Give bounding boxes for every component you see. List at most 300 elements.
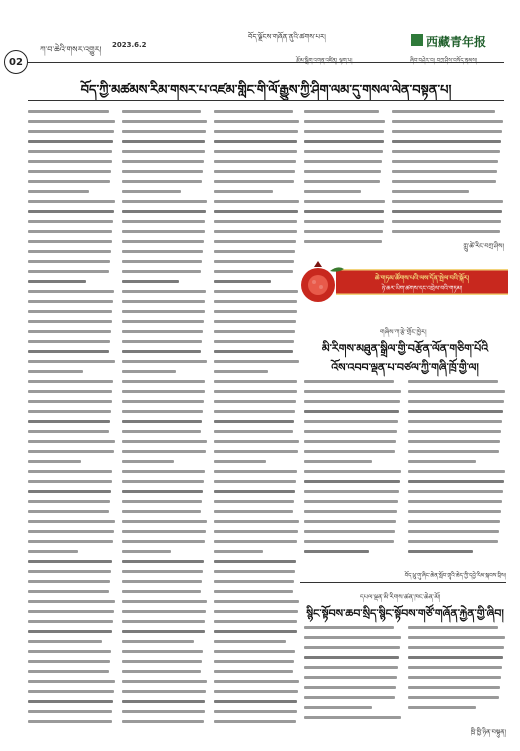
text-line <box>122 480 204 483</box>
article2-kicker: གཞིས་ཀ་རྩེ་གྲོང་ཁྱེར། <box>380 328 427 336</box>
text-line <box>28 260 110 263</box>
text-line <box>28 550 78 553</box>
text-line <box>122 410 203 413</box>
text-line <box>122 240 204 243</box>
text-line <box>214 640 286 643</box>
text-line <box>214 680 299 683</box>
text-line <box>408 626 498 629</box>
text-line <box>28 510 109 513</box>
article3-byline: ཁྲི་ཁྱི་ཉིན་བསྟུན། <box>470 728 506 736</box>
article1-byline: ཀླུ་ཚེ་རིང་བཀྲ་ཤིས། <box>463 242 504 250</box>
text-line <box>214 670 293 673</box>
text-line <box>408 430 501 433</box>
text-line <box>304 530 395 533</box>
text-line <box>304 220 384 223</box>
text-line <box>28 460 81 463</box>
text-line <box>214 540 297 543</box>
text-line <box>214 340 294 343</box>
text-line <box>122 320 204 323</box>
text-line <box>304 170 381 173</box>
text-line <box>214 470 297 473</box>
text-line <box>122 220 205 223</box>
text-line <box>392 110 495 113</box>
text-line <box>304 480 400 483</box>
text-line <box>28 500 110 503</box>
text-line <box>214 220 297 223</box>
text-line <box>122 440 207 443</box>
text-line <box>408 480 504 483</box>
text-line <box>304 130 384 133</box>
text-line <box>214 170 295 173</box>
text-line <box>122 230 205 233</box>
text-line <box>214 350 293 353</box>
text-line <box>214 160 296 163</box>
text-line <box>408 410 503 413</box>
text-line <box>304 430 397 433</box>
text-line <box>122 500 202 503</box>
text-line <box>214 110 293 113</box>
text-line <box>214 260 294 263</box>
text-line <box>28 680 115 683</box>
text-line <box>392 180 496 183</box>
text-line <box>214 690 298 693</box>
text-line <box>122 650 203 653</box>
text-line <box>28 340 110 343</box>
text-line <box>122 280 179 283</box>
text-line <box>122 590 201 593</box>
text-line <box>214 530 298 533</box>
text-line <box>214 280 271 283</box>
text-line <box>214 450 298 453</box>
text-line <box>28 480 112 483</box>
text-line <box>28 600 115 603</box>
text-line <box>122 710 205 713</box>
text-line <box>304 230 383 233</box>
text-line <box>122 510 201 513</box>
text-line <box>214 480 296 483</box>
text-line <box>214 620 297 623</box>
text-line <box>304 686 396 689</box>
text-line <box>304 420 398 423</box>
text-line <box>122 250 203 253</box>
text-line <box>408 520 500 523</box>
text-line <box>122 310 205 313</box>
text-line <box>122 290 206 293</box>
text-line <box>304 180 380 183</box>
text-line <box>122 540 205 543</box>
text-line <box>304 160 382 163</box>
text-line <box>304 190 361 193</box>
article1-rule <box>28 100 504 101</box>
text-line <box>408 440 500 443</box>
text-line <box>408 380 498 383</box>
text-line <box>214 400 296 403</box>
text-line <box>28 410 111 413</box>
text-line <box>28 210 114 213</box>
page-number: 02 <box>4 50 28 74</box>
text-line <box>122 160 204 163</box>
text-line <box>214 300 297 303</box>
article2-column-2 <box>408 380 506 562</box>
text-line <box>122 330 203 333</box>
text-line <box>214 290 298 293</box>
text-line <box>122 200 207 203</box>
text-line <box>122 450 206 453</box>
text-line <box>304 460 372 463</box>
text-line <box>28 690 114 693</box>
text-line <box>408 450 499 453</box>
text-line <box>214 270 293 273</box>
text-line <box>28 430 109 433</box>
article2-headline-line1: མི་རིགས་མཐུན་སྒྲིལ་གྱི་བརྩོན་ལོན་གཅིག་པོའི <box>321 342 489 355</box>
text-line <box>122 570 203 573</box>
text-line <box>122 190 181 193</box>
text-line <box>122 630 205 633</box>
text-line <box>408 646 504 649</box>
text-line <box>304 696 395 699</box>
text-line <box>28 270 109 273</box>
text-line <box>214 460 266 463</box>
text-line <box>28 570 111 573</box>
text-line <box>28 400 112 403</box>
text-line <box>408 460 476 463</box>
text-line <box>214 150 297 153</box>
text-line <box>122 130 206 133</box>
text-line <box>122 400 204 403</box>
text-line <box>214 700 297 703</box>
text-line <box>304 636 401 639</box>
text-line <box>28 300 113 303</box>
editor-info: རྩོམ་སྒྲིག་འགན་འཛིན། ལྷག་པ། <box>296 58 353 64</box>
article2-byline: བོད་ཕྲུ་གུ་ཞིང་ཆེན་སློབ་གྲྭའི་ཆེད་ཀྱི་དབྱེ་རིམ་སྐབས་བྲིས། <box>404 573 506 579</box>
text-line <box>28 140 113 143</box>
text-line <box>304 380 394 383</box>
text-line <box>28 320 112 323</box>
text-line <box>214 130 298 133</box>
text-line <box>408 390 505 393</box>
text-line <box>28 640 102 643</box>
text-line <box>122 600 207 603</box>
text-line <box>304 666 398 669</box>
text-line <box>214 560 296 563</box>
text-line <box>214 120 299 123</box>
text-line <box>392 200 503 203</box>
article2-headline-line2: འོས་འབབ་ལྡན་པ་བཙལ་ཀྱི་གཞི་ཁྲོ་གྱི་ལ། <box>331 361 479 374</box>
text-line <box>408 696 499 699</box>
text-line <box>214 320 296 323</box>
text-line <box>304 490 399 493</box>
text-line <box>214 510 293 513</box>
text-line <box>214 570 295 573</box>
text-line <box>28 290 114 293</box>
text-line <box>28 450 114 453</box>
text-line <box>214 500 294 503</box>
text-line <box>408 686 500 689</box>
text-line <box>28 580 110 583</box>
text-line <box>28 700 113 703</box>
article1-column-4a <box>304 110 386 250</box>
text-line <box>122 390 205 393</box>
text-line <box>122 150 205 153</box>
text-line <box>28 420 110 423</box>
text-line <box>122 550 171 553</box>
text-line <box>214 240 296 243</box>
text-line <box>408 490 503 493</box>
text-line <box>122 680 207 683</box>
banner-line-1: ཆེ་གཏམ་ཚོགས་པའི་ལས་དོན་སྤེལ་བའི་སྐོར། <box>374 274 470 282</box>
text-line <box>214 490 295 493</box>
text-line <box>304 540 394 543</box>
text-line <box>304 390 401 393</box>
text-line <box>28 220 113 223</box>
text-line <box>408 420 502 423</box>
text-line <box>214 180 294 183</box>
text-line <box>28 250 111 253</box>
text-line <box>122 580 202 583</box>
text-line <box>28 560 112 563</box>
text-line <box>304 450 395 453</box>
text-line <box>392 170 497 173</box>
text-line <box>28 620 113 623</box>
text-line <box>214 310 297 313</box>
text-line <box>304 676 397 679</box>
text-line <box>122 520 207 523</box>
article3-headline: སྙིང་སྟོབས་ཆབ་སྲིད་སྙིང་སྟོབས་གཙོ་གཞོན་རྐྱེན་གྱི་ཞིབ། <box>306 607 504 620</box>
text-line <box>122 420 202 423</box>
text-line <box>304 240 382 243</box>
article1-column-3 <box>214 110 300 730</box>
text-line <box>214 590 293 593</box>
text-line <box>304 210 384 213</box>
article2-rule <box>300 582 506 583</box>
text-line <box>214 420 294 423</box>
text-line <box>304 646 400 649</box>
text-line <box>408 656 503 659</box>
text-line <box>28 610 114 613</box>
text-line <box>392 130 502 133</box>
text-line <box>304 400 400 403</box>
text-line <box>122 560 204 563</box>
text-line <box>28 470 112 473</box>
text-line <box>408 676 501 679</box>
article3-kicker: དཔལ་ལྡན་མི་རིགས་ཚན་ཁང་ཆེན་མོ། <box>360 593 441 601</box>
text-line <box>28 370 83 373</box>
banner-graphic <box>296 255 510 315</box>
text-line <box>214 390 297 393</box>
text-line <box>28 130 114 133</box>
text-line <box>408 636 505 639</box>
text-line <box>28 330 111 333</box>
text-line <box>304 110 379 113</box>
text-line <box>122 720 204 723</box>
text-line <box>214 580 294 583</box>
text-line <box>392 230 500 233</box>
text-line <box>122 530 206 533</box>
text-line <box>28 660 110 663</box>
text-line <box>304 550 369 553</box>
text-line <box>304 140 384 143</box>
text-line <box>28 170 111 173</box>
text-line <box>214 430 293 433</box>
text-line <box>28 280 86 283</box>
text-line <box>122 380 205 383</box>
text-line <box>28 310 112 313</box>
section-label: ཀ་བ་ཆེའི་གསར་འགྱུར། <box>40 45 102 54</box>
text-line <box>122 350 201 353</box>
text-line <box>392 160 498 163</box>
article1-column-2 <box>122 110 208 730</box>
text-line <box>304 520 396 523</box>
text-line <box>28 530 114 533</box>
text-line <box>122 430 201 433</box>
text-line <box>122 610 206 613</box>
text-line <box>28 190 89 193</box>
text-line <box>214 200 299 203</box>
text-line <box>408 666 502 669</box>
text-line <box>392 140 501 143</box>
text-line <box>214 440 299 443</box>
text-line <box>304 410 399 413</box>
text-line <box>28 240 112 243</box>
text-line <box>122 210 206 213</box>
text-line <box>28 110 109 113</box>
text-line <box>122 270 201 273</box>
reviewer-info: ཞིབ་བཤེར་བ། བཀྲ་ཤིས་བསོད་ནམས། <box>410 58 478 64</box>
text-line <box>28 720 112 723</box>
banner-line-2: ཉེ་ཆར་ཡིག་ཚགས་དང་འབྲེལ་བའི་གཏམ། <box>381 285 463 292</box>
text-line <box>122 690 206 693</box>
text-line <box>214 250 295 253</box>
text-line <box>122 110 201 113</box>
text-line <box>122 620 205 623</box>
text-line <box>28 440 115 443</box>
text-line <box>122 470 205 473</box>
text-line <box>122 180 202 183</box>
article2-column-1 <box>304 380 402 562</box>
text-line <box>392 120 503 123</box>
text-line <box>122 460 174 463</box>
text-line <box>392 150 500 153</box>
text-line <box>408 706 476 709</box>
text-line <box>122 300 205 303</box>
text-line <box>214 550 263 553</box>
text-line <box>122 670 201 673</box>
article3-column-2 <box>408 626 506 716</box>
text-line <box>304 706 372 709</box>
text-line <box>408 540 498 543</box>
text-line <box>214 600 299 603</box>
text-line <box>304 626 394 629</box>
text-line <box>304 120 385 123</box>
brand-name: 西藏青年报 <box>426 35 487 49</box>
text-line <box>214 630 297 633</box>
text-line <box>122 360 207 363</box>
text-line <box>122 640 194 643</box>
text-line <box>122 260 202 263</box>
text-line <box>214 710 297 713</box>
text-line <box>122 170 203 173</box>
text-line <box>392 210 502 213</box>
text-line <box>28 390 112 393</box>
center-title: བོད་ལྗོངས་གཞོན་ནུའི་ཚགས་པར། <box>248 33 326 41</box>
text-line <box>28 490 111 493</box>
text-line <box>28 350 109 353</box>
text-line <box>28 160 112 163</box>
text-line <box>28 670 109 673</box>
text-line <box>214 660 294 663</box>
issue-date: 2023.6.2 <box>112 41 147 49</box>
text-line <box>214 210 298 213</box>
text-line <box>214 370 268 373</box>
text-line <box>214 330 295 333</box>
text-line <box>214 230 297 233</box>
text-line <box>304 440 396 443</box>
text-line <box>28 540 113 543</box>
text-line <box>28 230 112 233</box>
text-line <box>214 650 295 653</box>
text-line <box>304 470 401 473</box>
masthead-rule <box>28 62 504 63</box>
text-line <box>392 190 469 193</box>
text-line <box>408 530 499 533</box>
text-line <box>122 140 205 143</box>
text-line <box>304 200 385 203</box>
text-line <box>214 360 299 363</box>
text-line <box>28 630 112 633</box>
text-line <box>304 500 398 503</box>
text-line <box>28 120 115 123</box>
text-line <box>408 500 502 503</box>
text-line <box>122 660 202 663</box>
text-line <box>28 520 115 523</box>
text-line <box>392 220 501 223</box>
article1-column-1 <box>28 110 116 730</box>
text-line <box>408 400 504 403</box>
text-line <box>122 370 176 373</box>
text-line <box>28 150 112 153</box>
text-line <box>28 590 109 593</box>
text-line <box>122 120 207 123</box>
text-line <box>304 716 401 719</box>
text-line <box>28 710 112 713</box>
text-line <box>122 340 202 343</box>
text-line <box>214 520 299 523</box>
text-line <box>214 380 297 383</box>
text-line <box>28 180 110 183</box>
text-line <box>408 510 501 513</box>
text-line <box>28 200 115 203</box>
text-line <box>304 150 383 153</box>
text-line <box>214 140 297 143</box>
text-line <box>214 720 296 723</box>
text-line <box>28 380 113 383</box>
article1-column-4b <box>392 110 504 240</box>
text-line <box>122 700 205 703</box>
text-line <box>28 650 111 653</box>
text-line <box>408 470 505 473</box>
text-line <box>28 360 115 363</box>
text-line <box>214 610 298 613</box>
text-line <box>122 490 203 493</box>
text-line <box>304 656 399 659</box>
brand-logo-icon <box>411 34 423 46</box>
text-line <box>304 510 397 513</box>
text-line <box>214 190 273 193</box>
text-line <box>408 550 473 553</box>
article1-headline: བོད་ཀྱི་མཚམས་རིམ་གསར་པ་འཛམ་གླིང་གི་ལོ་རྒྱུས་ཀྱི་ཤིག་ལམ་དུ་གསལ་ལེན་བསྟན་པ། <box>80 83 452 98</box>
article3-column-1 <box>304 626 402 726</box>
text-line <box>214 410 295 413</box>
